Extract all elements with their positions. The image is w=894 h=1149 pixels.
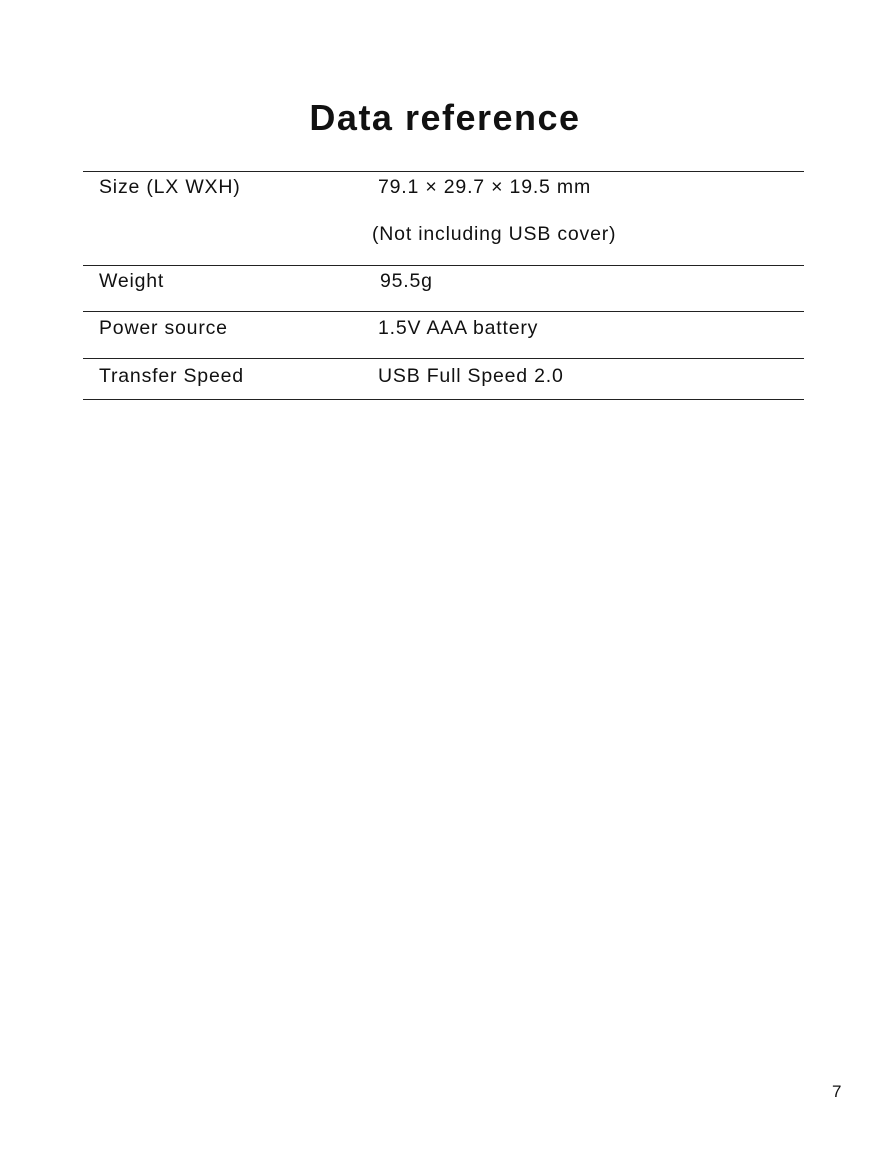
spec-row-weight [83,266,804,312]
spec-value-power-source: 1.5V AAA battery [378,317,539,339]
spec-row-power-source [83,312,804,359]
spec-label-power-source: Power source [99,317,228,339]
spec-value-transfer-speed: USB Full Speed 2.0 [378,365,564,387]
spec-value-weight: 95.5g [380,270,433,292]
spec-value-size: 79.1 × 29.7 × 19.5 mm [378,176,592,198]
spec-row-size [83,172,804,266]
page-title: Data reference [309,97,581,138]
spec-note-size: (Not including USB cover) [372,223,617,245]
page-number: 7 [832,1082,842,1101]
spec-label-transfer-speed: Transfer Speed [99,365,244,387]
spec-table [83,171,804,400]
spec-label-weight: Weight [99,270,165,292]
spec-row-transfer-speed [83,359,804,400]
spec-label-size: Size (LX WXH) [99,176,241,198]
